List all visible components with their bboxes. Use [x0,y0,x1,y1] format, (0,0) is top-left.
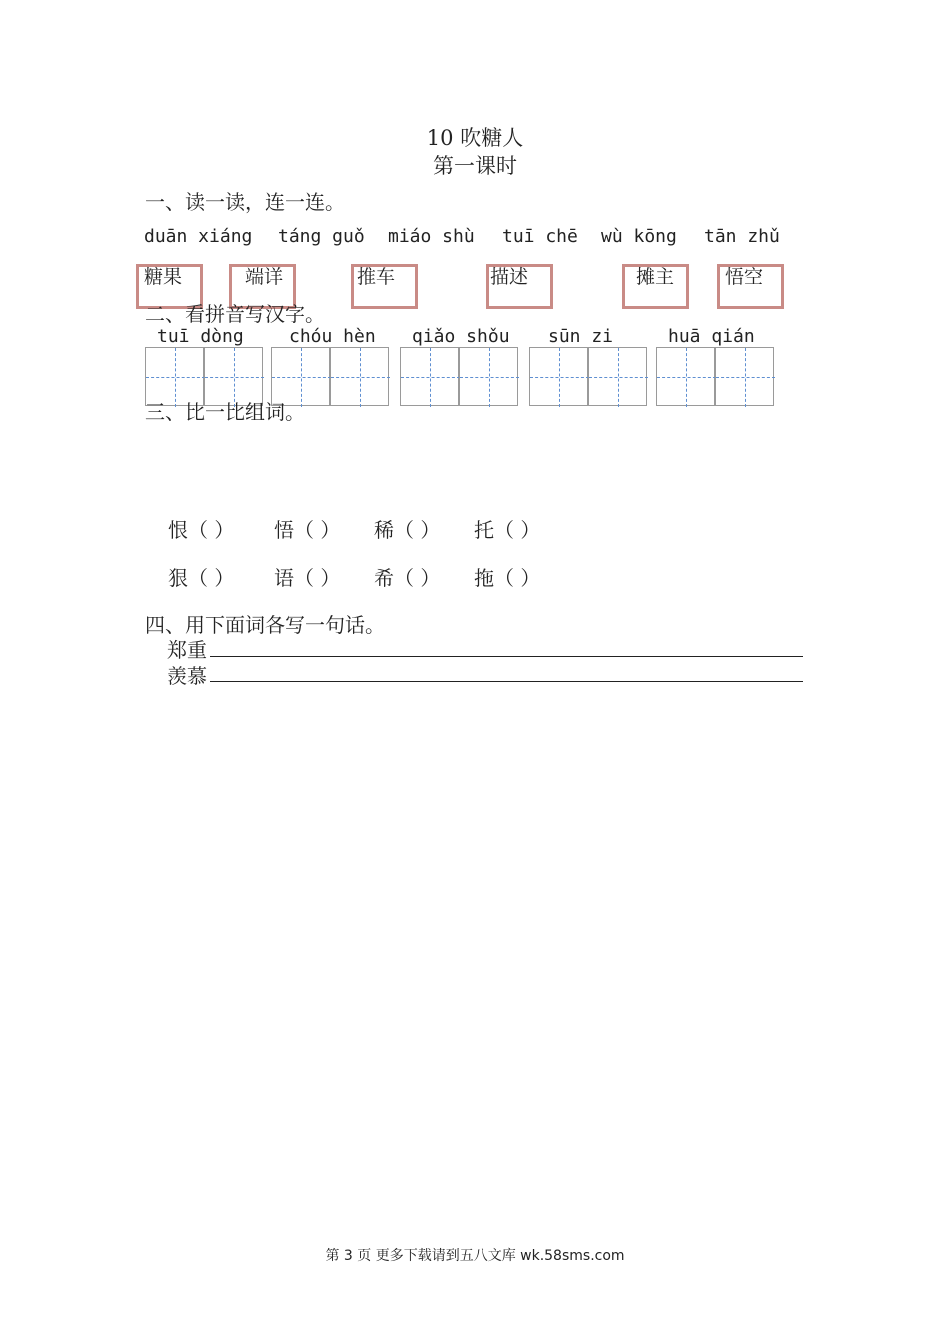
writing-line[interactable] [210,656,803,657]
page-title: 10 吹糖人 [426,126,524,150]
pinyin-item: wù kōng [601,226,677,247]
section2-heading: 二、看拼音写汉字。 [145,302,325,326]
pinyin-item: táng guǒ [278,226,365,247]
writing-line[interactable] [210,681,803,682]
writing-grid-cell[interactable] [529,347,588,406]
pinyin-item: tān zhǔ [704,226,780,247]
pinyin-item: sūn zi [548,326,614,347]
writing-grid-cell[interactable] [588,347,647,406]
word-item: 摊主 [636,266,675,288]
compare-item: 狠（ ） [168,566,235,590]
word-item: 端详 [245,266,284,288]
writing-grid-cell[interactable] [656,347,715,406]
pinyin-item: miáo shù [388,226,475,247]
writing-grid-cell[interactable] [459,347,518,406]
word-item: 糖果 [144,266,183,288]
pinyin-item: huā qián [668,326,755,347]
pinyin-item: duān xiáng [144,226,253,247]
page-footer: 第 3 页 更多下载请到五八文库 wk.58sms.com [325,1248,625,1264]
compare-item: 拖（ ） [474,566,541,590]
sentence-word: 郑重 [167,638,207,662]
compare-item: 托（ ） [474,518,541,542]
word-item: 悟空 [725,266,764,288]
pinyin-item: tuī dòng [157,326,244,347]
compare-item: 语（ ） [274,566,341,590]
word-item: 推车 [357,266,396,288]
writing-grid-cell[interactable] [400,347,459,406]
sentence-word: 羡慕 [167,664,207,688]
writing-grid-cell[interactable] [715,347,774,406]
compare-item: 恨（ ） [168,518,235,542]
section1-heading: 一、读一读，连一连。 [145,190,345,214]
pinyin-item: tuī chē [502,226,578,247]
pinyin-item: chóu hèn [289,326,376,347]
pinyin-item: qiǎo shǒu [412,326,510,347]
writing-grid-cell[interactable] [330,347,389,406]
compare-item: 悟（ ） [274,518,341,542]
section3-heading: 三、比一比组词。 [145,400,305,424]
section4-heading: 四、用下面词各写一句话。 [145,613,385,637]
word-item: 描述 [490,266,529,288]
compare-item: 希（ ） [374,566,441,590]
compare-item: 稀（ ） [374,518,441,542]
page-subtitle: 第一课时 [433,154,517,178]
